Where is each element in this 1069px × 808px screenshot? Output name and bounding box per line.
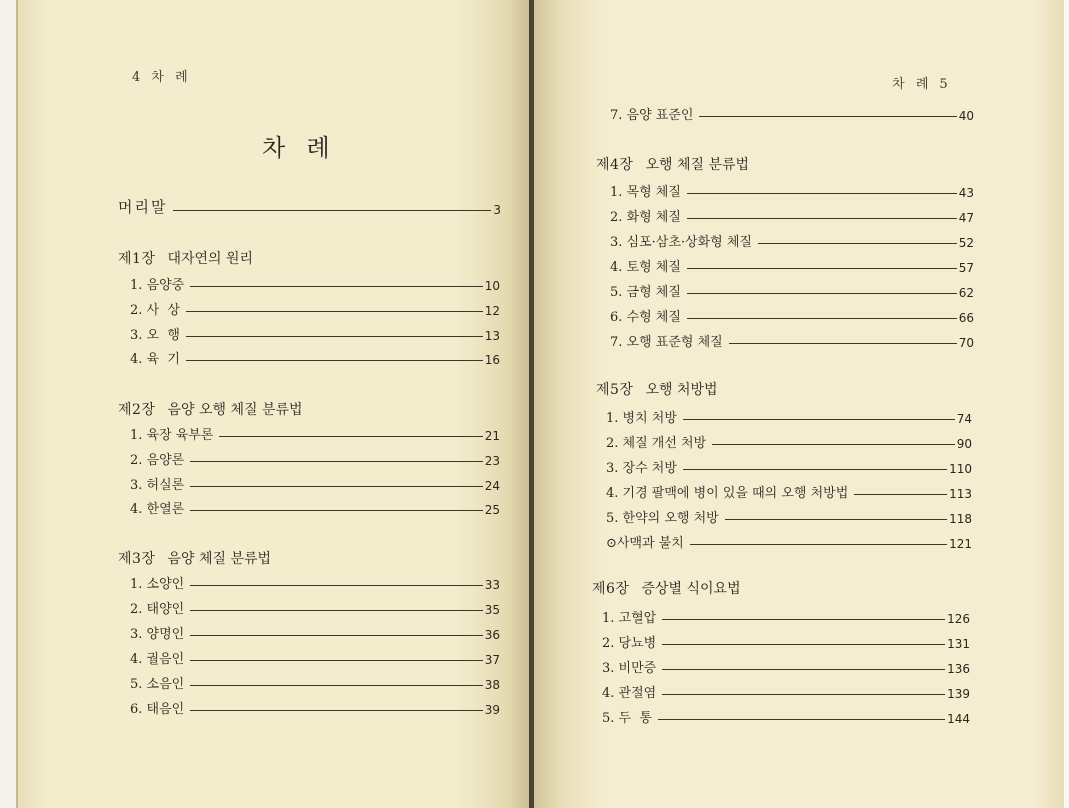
toc-entry-label: 6. 수형 체질 bbox=[610, 310, 681, 325]
leader-line bbox=[658, 719, 945, 720]
leader-line bbox=[725, 519, 947, 520]
leader-line bbox=[190, 685, 483, 686]
toc-page-number: 90 bbox=[956, 437, 972, 451]
toc-page-number: 144 bbox=[947, 712, 970, 726]
chapter-title: 오행 체질 분류법 bbox=[645, 157, 750, 173]
toc-entry[interactable] bbox=[602, 606, 970, 626]
toc-entry-label: 7. 오행 표준형 체질 bbox=[610, 335, 723, 350]
right-page-header bbox=[892, 73, 959, 92]
toc-entry[interactable] bbox=[130, 697, 500, 717]
leader-line bbox=[662, 644, 945, 645]
leader-line bbox=[687, 318, 957, 319]
toc-entry[interactable] bbox=[610, 255, 974, 275]
left-page-number: 4 bbox=[132, 70, 142, 85]
toc-page-number: 74 bbox=[956, 412, 972, 426]
toc-entry[interactable] bbox=[130, 298, 500, 318]
toc-entry[interactable] bbox=[610, 230, 974, 250]
toc-page-number: 24 bbox=[484, 479, 500, 493]
toc-page-number: 52 bbox=[958, 236, 974, 250]
toc-entry[interactable] bbox=[602, 681, 970, 701]
toc-entry-label: 4. 한열론 bbox=[130, 502, 185, 517]
leader-line bbox=[662, 694, 945, 695]
left-page bbox=[18, 0, 529, 808]
toc-page-number: 66 bbox=[958, 311, 974, 325]
leader-line bbox=[662, 669, 945, 670]
toc-entry-label: 5. 금형 체질 bbox=[610, 285, 681, 300]
toc-page-number: 131 bbox=[947, 637, 970, 651]
leader-line bbox=[758, 243, 957, 244]
chapter-heading-3[interactable] bbox=[118, 548, 271, 568]
toc-page-number: 39 bbox=[484, 703, 500, 717]
toc-entry-label: ⊙사맥과 불치 bbox=[606, 536, 684, 551]
toc-entry[interactable] bbox=[130, 497, 500, 517]
leader-line bbox=[190, 660, 483, 661]
toc-entry-label: 6. 태음인 bbox=[130, 702, 185, 717]
toc-entry[interactable] bbox=[606, 406, 972, 426]
toc-entry[interactable] bbox=[610, 330, 974, 350]
toc-entry[interactable] bbox=[610, 180, 974, 200]
toc-entry-label: 2. 당뇨병 bbox=[602, 636, 657, 651]
toc-page-number: 35 bbox=[484, 603, 500, 617]
toc-entry[interactable] bbox=[130, 347, 500, 367]
toc-entry[interactable] bbox=[602, 656, 970, 676]
toc-entry-label: 2. 사 상 bbox=[130, 303, 180, 318]
page-edge-right bbox=[1064, 0, 1069, 808]
toc-page-number: 38 bbox=[484, 678, 500, 692]
toc-page-number: 3 bbox=[493, 203, 501, 217]
page-edge-left bbox=[0, 0, 18, 808]
toc-entry-label: 2. 태양인 bbox=[130, 602, 185, 617]
leader-line bbox=[854, 494, 947, 495]
chapter-heading-5[interactable] bbox=[596, 379, 718, 399]
chapter-number: 제6장 bbox=[592, 581, 630, 597]
toc-entry[interactable] bbox=[610, 305, 974, 325]
chapter-number: 제2장 bbox=[118, 402, 156, 418]
right-page-number: 5 bbox=[939, 77, 949, 92]
leader-line bbox=[173, 210, 491, 211]
left-page-header bbox=[132, 66, 199, 85]
chapter-heading-1[interactable] bbox=[118, 248, 253, 268]
toc-entry-preface[interactable] bbox=[118, 197, 501, 217]
toc-entry-label: 3. 비만증 bbox=[602, 661, 657, 676]
right-running-title: 차 례 bbox=[892, 77, 930, 92]
chapter-number: 제4장 bbox=[596, 157, 634, 173]
toc-entry-label: 1. 음양중 bbox=[130, 278, 185, 293]
toc-entry-label: 3. 장수 처방 bbox=[606, 461, 677, 476]
leader-line bbox=[699, 116, 956, 117]
toc-entry-label: 4. 육 기 bbox=[130, 352, 180, 367]
toc-entry-label: 4. 기경 팔맥에 병이 있을 때의 오행 처방법 bbox=[606, 486, 849, 501]
leader-line bbox=[190, 486, 483, 487]
leader-line bbox=[729, 343, 957, 344]
leader-line bbox=[687, 293, 957, 294]
toc-page-number: 37 bbox=[484, 653, 500, 667]
toc-entry-carry[interactable] bbox=[610, 103, 974, 123]
toc-page-number: 40 bbox=[958, 109, 974, 123]
toc-entry[interactable] bbox=[130, 473, 500, 493]
leader-line bbox=[190, 510, 483, 511]
toc-entry-label: 4. 토형 체질 bbox=[610, 260, 681, 275]
leader-line bbox=[190, 286, 483, 287]
chapter-heading-4[interactable] bbox=[596, 154, 749, 174]
toc-entry-label: 4. 관절염 bbox=[602, 686, 657, 701]
toc-entry-label: 3. 허실론 bbox=[130, 478, 185, 493]
toc-entry[interactable] bbox=[606, 481, 972, 501]
toc-entry[interactable] bbox=[130, 448, 500, 468]
toc-page-number: 13 bbox=[484, 329, 500, 343]
toc-page-number: 23 bbox=[484, 454, 500, 468]
leader-line bbox=[186, 360, 483, 361]
toc-page-number: 126 bbox=[947, 612, 970, 626]
leader-line bbox=[190, 585, 483, 586]
chapter-title: 대자연의 원리 bbox=[167, 251, 254, 267]
toc-entry[interactable] bbox=[130, 597, 500, 617]
leader-line bbox=[190, 635, 483, 636]
leader-line bbox=[683, 419, 955, 420]
page-title: 차 례 bbox=[262, 134, 332, 162]
left-running-title: 차 례 bbox=[151, 70, 189, 85]
toc-entry[interactable] bbox=[610, 280, 974, 300]
chapter-heading-2[interactable] bbox=[118, 399, 303, 419]
chapter-title: 음양 오행 체질 분류법 bbox=[167, 402, 303, 418]
leader-line bbox=[687, 193, 957, 194]
toc-entry-label: 7. 음양 표준인 bbox=[610, 108, 694, 123]
toc-entry-label: 3. 양명인 bbox=[130, 627, 185, 642]
toc-entry-label: 1. 병치 처방 bbox=[606, 411, 677, 426]
toc-entry[interactable] bbox=[602, 631, 970, 651]
toc-page-number: 47 bbox=[958, 211, 974, 225]
toc-entry[interactable] bbox=[130, 323, 500, 343]
toc-entry-label: 2. 음양론 bbox=[130, 453, 185, 468]
toc-page-number: 33 bbox=[484, 578, 500, 592]
toc-entry[interactable] bbox=[606, 431, 972, 451]
toc-entry[interactable] bbox=[130, 423, 500, 443]
toc-page-number: 136 bbox=[947, 662, 970, 676]
leader-line bbox=[683, 469, 947, 470]
toc-page-number: 139 bbox=[947, 687, 970, 701]
leader-line bbox=[690, 544, 947, 545]
toc-page-number: 43 bbox=[958, 186, 974, 200]
toc-page-number: 10 bbox=[484, 279, 500, 293]
toc-entry[interactable] bbox=[602, 706, 970, 726]
toc-page-number: 118 bbox=[949, 512, 972, 526]
toc-entry-label: 4. 궐음인 bbox=[130, 652, 185, 667]
leader-line bbox=[186, 336, 483, 337]
leader-line bbox=[186, 311, 483, 312]
toc-entry-label: 5. 한약의 오행 처방 bbox=[606, 511, 719, 526]
toc-entry[interactable] bbox=[130, 672, 500, 692]
chapter-heading-6[interactable] bbox=[592, 578, 741, 598]
leader-line bbox=[219, 436, 482, 437]
toc-entry-label: 1. 소양인 bbox=[130, 577, 185, 592]
toc-entry-label: 1. 목형 체질 bbox=[610, 185, 681, 200]
toc-page-number: 12 bbox=[484, 304, 500, 318]
leader-line bbox=[687, 218, 957, 219]
toc-entry[interactable] bbox=[606, 531, 972, 551]
toc-page-number: 113 bbox=[949, 487, 972, 501]
toc-entry-label: 5. 두 통 bbox=[602, 711, 652, 726]
toc-entry[interactable] bbox=[130, 572, 500, 592]
leader-line bbox=[687, 268, 957, 269]
toc-entry-label: 2. 화형 체질 bbox=[610, 210, 681, 225]
chapter-number: 제3장 bbox=[118, 551, 156, 567]
toc-entry[interactable] bbox=[606, 456, 972, 476]
toc-entry-label: 3. 심포·삼초·상화형 체질 bbox=[610, 235, 752, 250]
toc-entry-label: 2. 체질 개선 처방 bbox=[606, 436, 707, 451]
chapter-title: 음양 체질 분류법 bbox=[167, 551, 272, 567]
chapter-number: 제5장 bbox=[596, 382, 634, 398]
toc-entry-label: 1. 고혈압 bbox=[602, 611, 657, 626]
toc-entry-label: 1. 육장 육부론 bbox=[130, 428, 214, 443]
toc-entry[interactable] bbox=[130, 273, 500, 293]
toc-page-number: 57 bbox=[958, 261, 974, 275]
toc-entry-label: 5. 소음인 bbox=[130, 677, 185, 692]
toc-page-number: 121 bbox=[949, 537, 972, 551]
toc-page-number: 25 bbox=[484, 503, 500, 517]
chapter-number: 제1장 bbox=[118, 251, 156, 267]
right-page bbox=[534, 0, 1064, 808]
leader-line bbox=[190, 710, 483, 711]
toc-page-number: 21 bbox=[484, 429, 500, 443]
toc-entry-label: 머리말 bbox=[118, 198, 168, 216]
toc-entry[interactable] bbox=[610, 205, 974, 225]
leader-line bbox=[712, 444, 955, 445]
leader-line bbox=[190, 610, 483, 611]
chapter-title: 오행 처방법 bbox=[645, 382, 718, 398]
toc-page-number: 110 bbox=[949, 462, 972, 476]
leader-line bbox=[190, 461, 483, 462]
toc-entry[interactable] bbox=[130, 622, 500, 642]
toc-page-number: 16 bbox=[484, 353, 500, 367]
toc-entry-label: 3. 오 행 bbox=[130, 328, 180, 343]
toc-page-number: 36 bbox=[484, 628, 500, 642]
leader-line bbox=[662, 619, 945, 620]
toc-page-number: 70 bbox=[958, 336, 974, 350]
toc-entry[interactable] bbox=[606, 506, 972, 526]
toc-page-number: 62 bbox=[958, 286, 974, 300]
chapter-title: 증상별 식이요법 bbox=[641, 581, 741, 597]
toc-entry[interactable] bbox=[130, 647, 500, 667]
